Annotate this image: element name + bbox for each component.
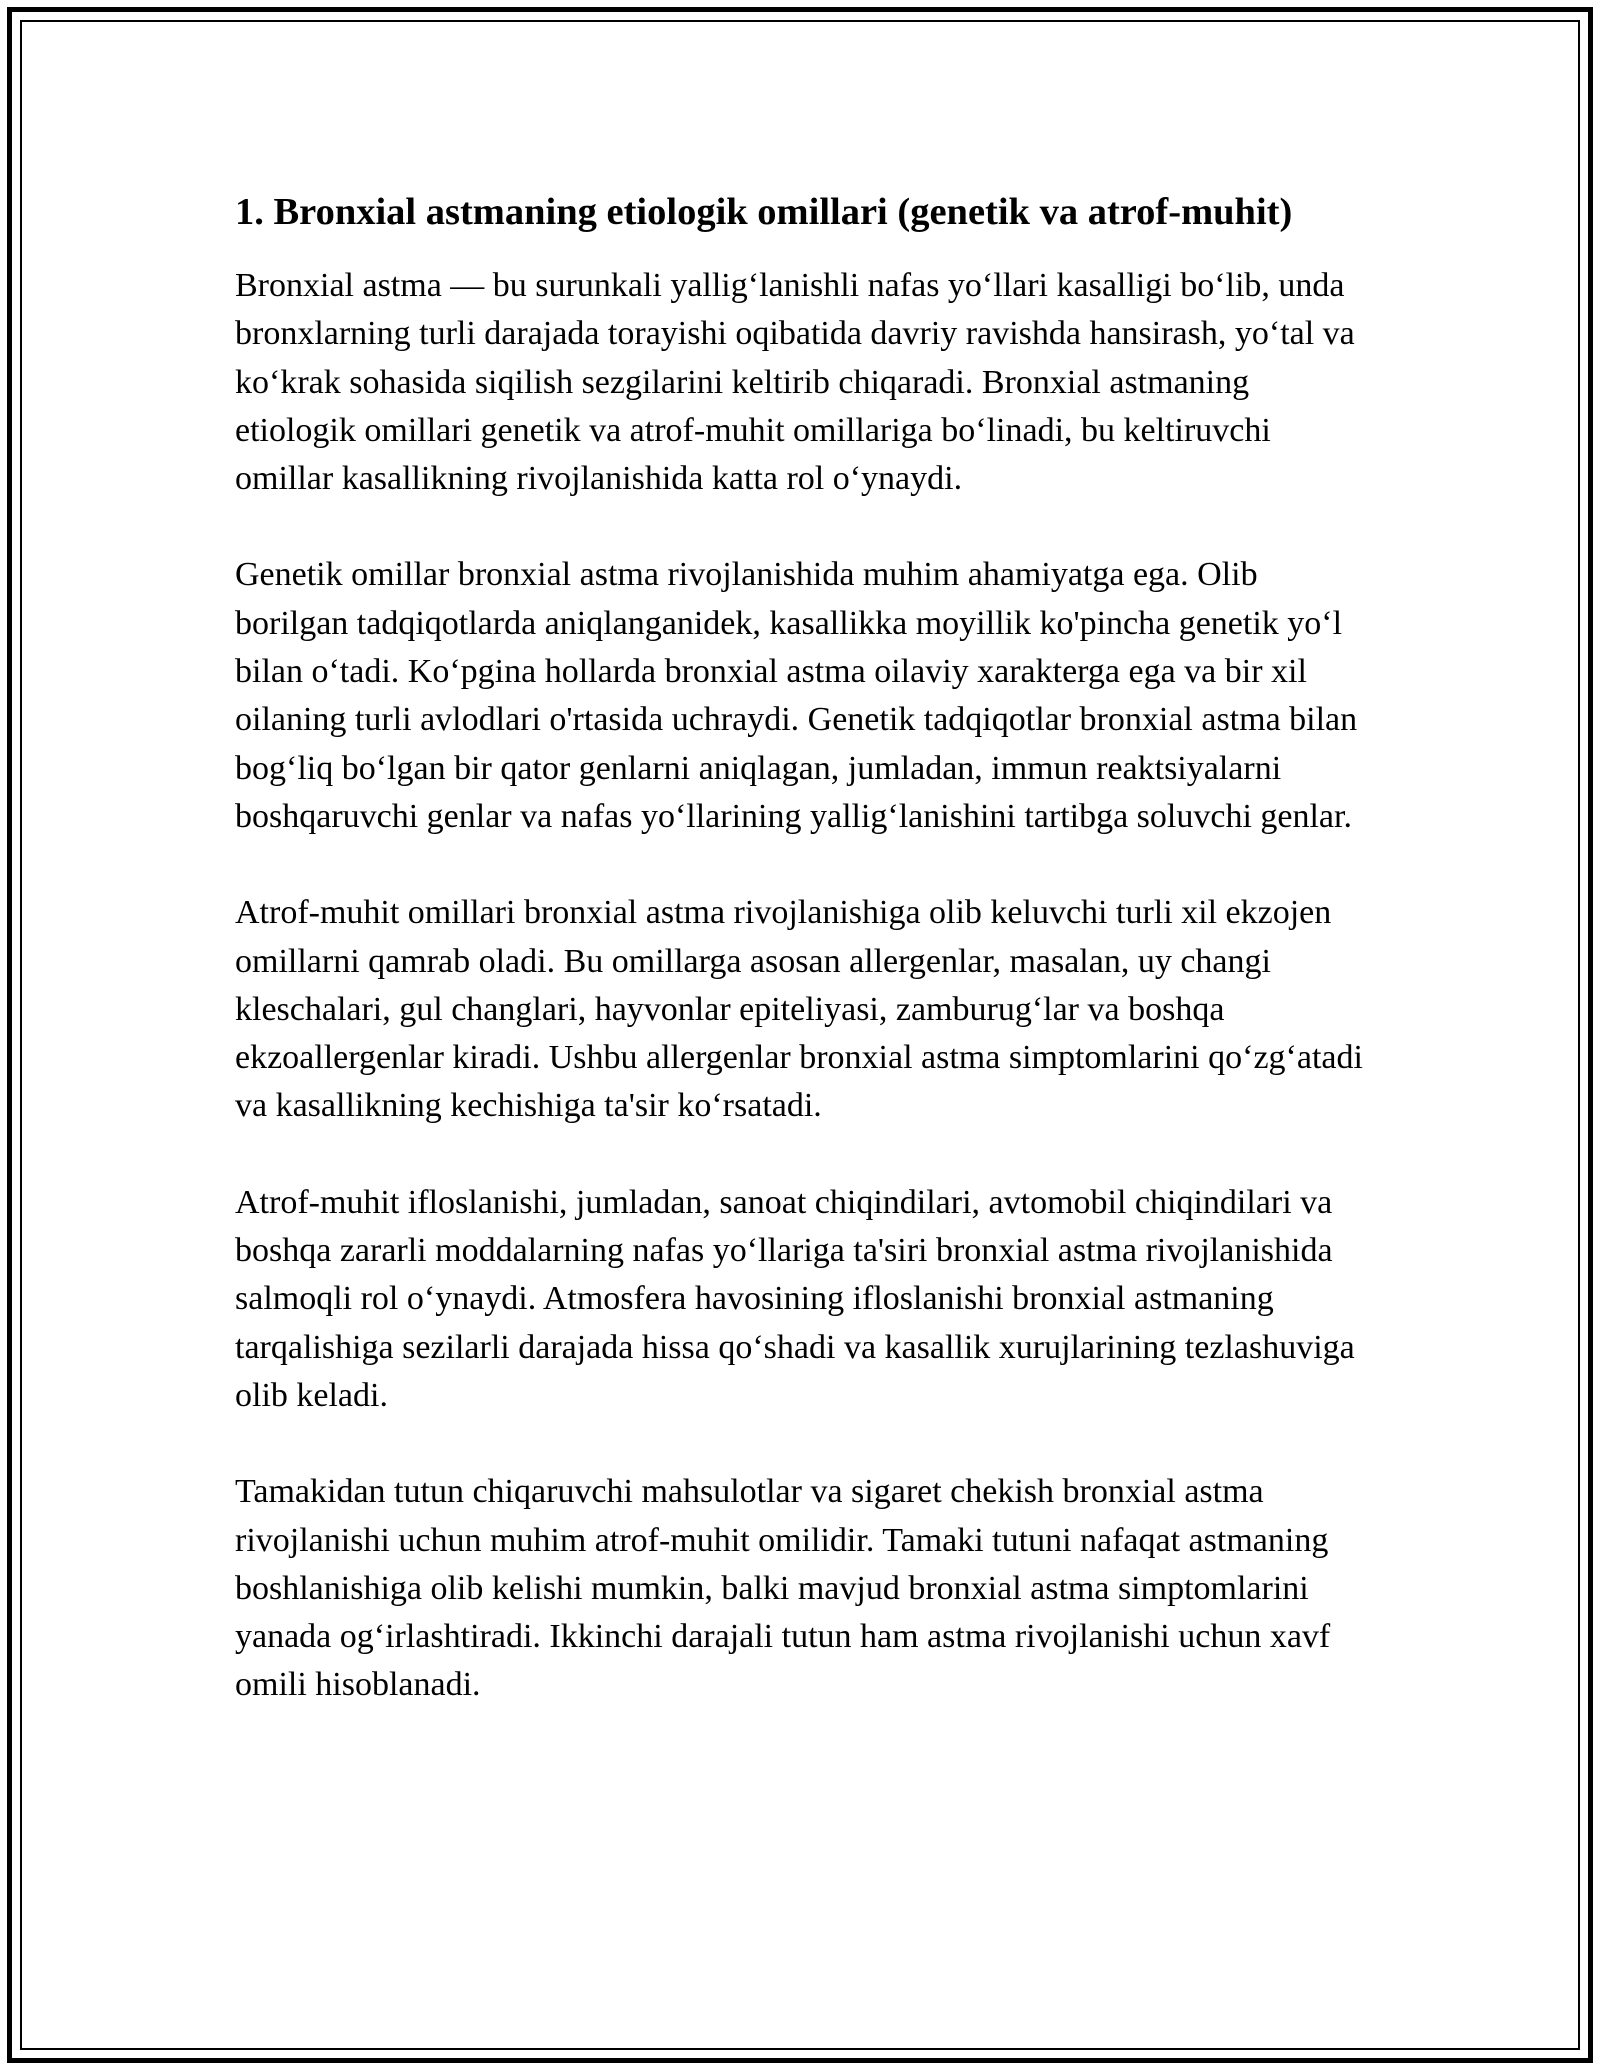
paragraph-pollution: Atrof-muhit ifloslanishi, jumladan, sanoat chiqindilari, avtomobil chiqindilari va boshqa zararli moddalarning nafas yo‘llariga ta'siri bronxial astma rivojlanishida salmoqli rol o‘ynaydi. Atmosfera havosining ifloslanishi bronxial astmaning tarqalishiga sezilarli darajada hissa qo‘shadi va kasallik xurujlarining tezlashuviga olib keladi. bbox=[235, 1183, 1355, 1414]
paragraph-definition: Bronxial astma — bu surunkali yallig‘lanishli nafas yo‘llari kasalligi bo‘lib, unda bronxlarning turli darajada torayishi oqibatida davriy ravishda hansirash, yo‘tal va ko‘krak sohasida siqilish sezgilarini keltirib chiqaradi. Bronxial astmaning etiologik omillari genetik va atrof-muhit omillariga bo‘linadi, bu keltiruvchi omillar kasallikning rivojlanishida katta rol o‘ynaydi. bbox=[235, 267, 1355, 498]
paragraph-genetic-factors: Genetik omillar bronxial astma rivojlanishida muhim ahamiyatga ega. Olib borilgan tadqiqotlarda aniqlanganidek, kasallikka moyillik ko'pincha genetik yo‘l bilan o‘tadi. Ko‘pgina hollarda bronxial astma oilaviy xarakterga ega va bir xil oilaning turli avlodlari o'rtasida uchraydi. Genetik tadqiqotlar bronxial astma bilan bog‘liq bo‘lgan bir qator genlarni aniqlagan, jumladan, immun reaktsiyalarni boshqaruvchi genlar va nafas yo‘llarining yallig‘lanishini tartibga soluvchi genlar. bbox=[235, 556, 1358, 835]
section-heading: 1. Bronxial astmaning etiologik omillari (genetik va atrof-muhit) bbox=[235, 191, 1293, 233]
document-body bbox=[235, 185, 1375, 1758]
paragraph-environmental-factors: Atrof-muhit omillari bronxial astma rivojlanishiga olib keluvchi turli xil ekzojen omillarni qamrab oladi. Bu omillarga asosan allergenlar, masalan, uy changi kleschalari, gul changlari, hayvonlar epiteliyasi, zamburug‘lar va boshqa ekzoallergenlar kiradi. Ushbu allergenlar bronxial astma simptomlarini qo‘zg‘atadi va kasallikning kechishiga ta'sir ko‘rsatadi. bbox=[235, 894, 1363, 1125]
paragraph-smoking: Tamakidan tutun chiqaruvchi mahsulotlar va sigaret chekish bronxial astma rivojlanishi uchun muhim atrof-muhit omilidir. Tamaki tutuni nafaqat astmaning boshlanishiga olib kelishi mumkin, balki mavjud bronxial astma simptomlarini yanada og‘irlashtiradi. Ikkinchi darajali tutun ham astma rivojlanishi uchun xavf omili hisoblanadi. bbox=[235, 1473, 1331, 1704]
